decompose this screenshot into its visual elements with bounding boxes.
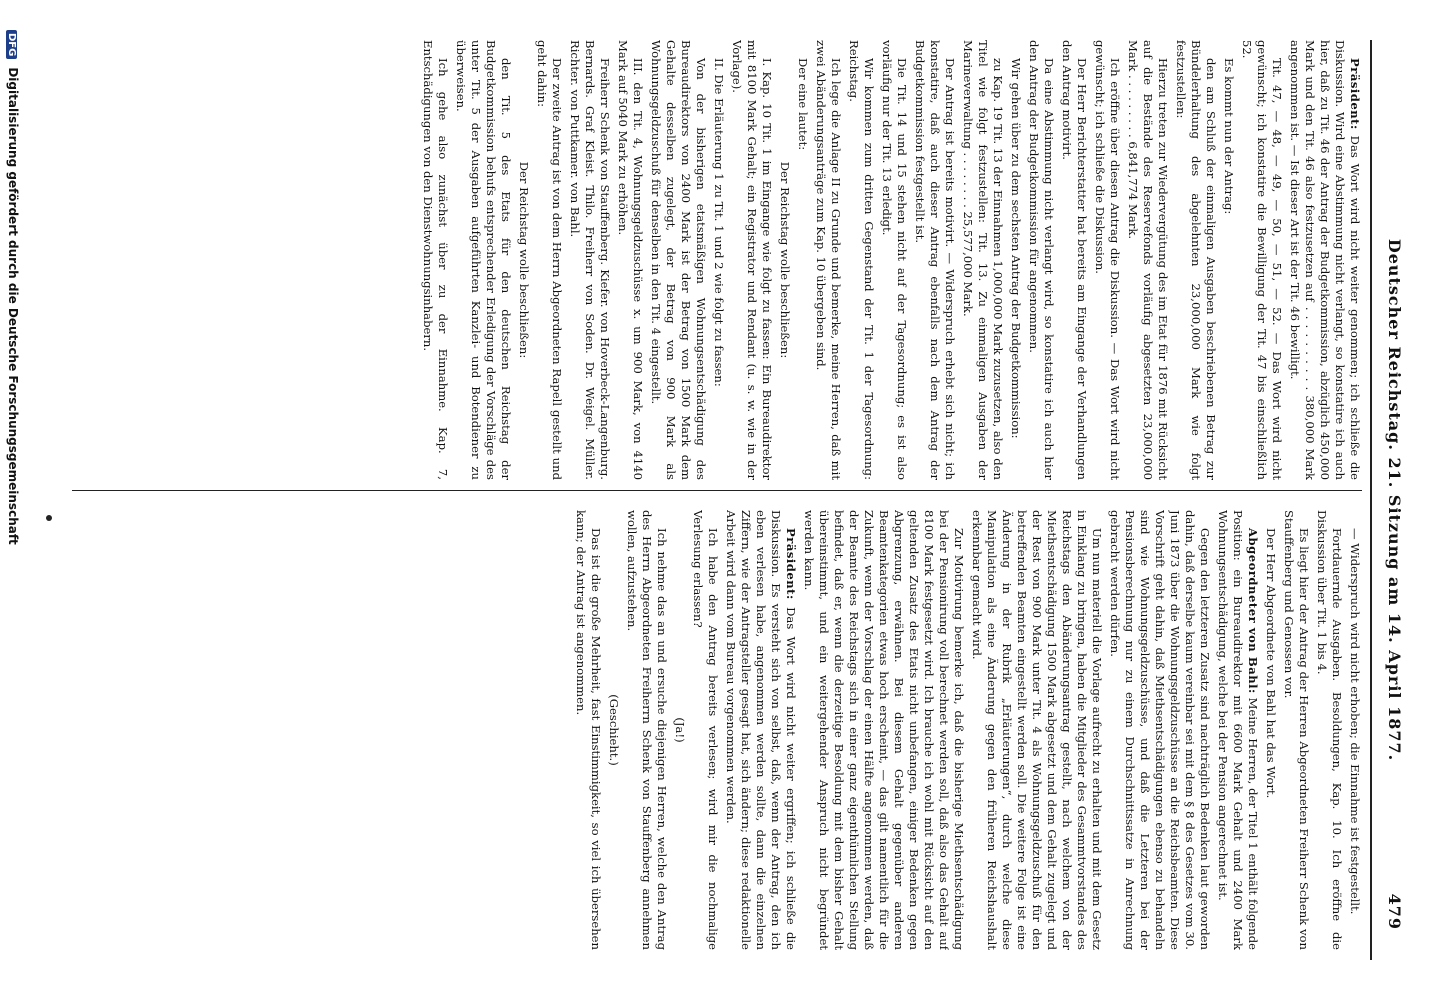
- paragraph-text: Der Herr Berichterstatter hat bereits am Eingange der Verhandlungen den Antrag motivirt.: [1060, 40, 1089, 480]
- paragraph: [624, 510, 669, 950]
- header-rule: [1370, 40, 1372, 960]
- paragraph-text: Das ist die große Mehrheit, fast Einstimmigkeit, so viel ich übersehen kann; der Antrag ist angenommen.: [574, 510, 603, 950]
- paragraph: [969, 510, 1104, 950]
- paragraph: [1125, 40, 1170, 480]
- paragraph: [420, 40, 450, 480]
- paragraph: [1263, 510, 1278, 950]
- paragraph-text: Die Tit. 14 und 15 stehen nicht auf der Tagesordnung; es ist also vorläufig nur der Tit. 13 erledigt.: [880, 40, 909, 480]
- right-text-column: [72, 510, 1362, 950]
- speaker-name: Präsident:: [1348, 58, 1362, 130]
- paragraph-text: zu Kap. 19 Tit. 13 der Einnahmen 1,000,000 Mark zuzusetzen, also den Titel wie folgt festzustellen: Tit. 13. Zu einmaligen Ausgaben der Marineverwaltung . . . . . . . . 25,577,000 Mark.: [961, 40, 1005, 480]
- paragraph: [1173, 40, 1218, 480]
- paragraph-text: Ich lege die Anlage II zu Grunde und bemerke, meine Herren, daß mit zwei Abänderungsanträge zum Kap. 10 übergeben sind.: [814, 40, 843, 480]
- paragraph-text: Von der bisherigen etatsmäßigen Wohnungsentschädigung des Bureaudirektors von 2400 Mark ist der Betrag von 1500 Mark dem Gehalte desselben zugelegt, der Betrag von 900 Mark als Wohnungsgeldzuschuß für denselben in den Tit. 4 eingestellt.: [649, 40, 708, 480]
- paragraph: [1092, 40, 1122, 480]
- paragraph-text: (Geschieht.): [607, 694, 621, 766]
- paragraph-text: Gegen den letzteren Zusatz sind nachträglich Bedenken laut geworden dahin, daß derselbe kaum vereinbar sei mit dem § 8 des Gesetzes vom 30. Juni 1873 über die Wohnungsgeldzuschüsse an die Reichsbeamten. Diese Vorschrift geht dahin, daß Miethsentschädigungen ebenso zu behandeln sind wie Wohnungsgeldzuschüsse, und daß die Letzteren bei der Pensionsberechnung nur zu einem Durchschnittssatze in Anrechnung gebracht werden dürfen.: [1108, 510, 1212, 950]
- paragraph-text: II. Die Erläuterung 1 zu Tit. 1 und 2 wie folgt zu fassen:: [712, 58, 726, 387]
- running-header: [1374, 70, 1404, 930]
- paragraph: [1347, 510, 1362, 950]
- paragraph: [453, 40, 513, 480]
- paragraph: [729, 40, 774, 480]
- paragraph-text: I. Kap. 10 Tit. 1 im Eingange wie folgt zu fassen: Ein Bureaudirektor mit 8100 Mark Gehalt; ein Registrator und Rendant (u. s. w. wie in der Vorlage).: [730, 40, 774, 480]
- paragraph: [1215, 510, 1260, 950]
- paragraph: [573, 510, 603, 950]
- paragraph-text: Ich eröffne über diesen Antrag die Diskussion. — Das Wort wird nicht gewünscht; ich schließe die Diskussion.: [1093, 40, 1122, 480]
- paragraph: [1059, 40, 1089, 480]
- paragraph: [711, 40, 726, 480]
- paragraph-text: Der zweite Antrag ist von dem Herrn Abgeordneten Rapell gestellt und geht dahin:: [535, 40, 564, 480]
- paragraph-text: Ich habe den Antrag bereits verlesen; wird mir die nochmalige Verlesung erlassen?: [691, 510, 720, 950]
- paragraph: [648, 40, 708, 480]
- paragraph: [912, 40, 957, 480]
- paragraph-text: Der eine lautet:: [796, 58, 810, 151]
- paragraph-text: Wir kommen zum dritten Gegenstand der Tit. 1 der Tagesordnung: Reichstag.: [847, 40, 876, 480]
- page-header-title: Deutscher Reichstag. 21. Sitzung am 14. April 1877.: [1385, 238, 1404, 762]
- paragraph-text: (Ja!): [673, 717, 687, 743]
- paragraph: [1314, 510, 1344, 950]
- paragraph: [1287, 40, 1362, 480]
- paragraph-text: — Widerspruch wird nicht erhoben; die Einnahme ist festgestellt.: [1348, 528, 1362, 915]
- paragraph: [690, 510, 720, 950]
- paragraph: [672, 510, 687, 950]
- left-text-column: [72, 40, 1362, 480]
- paragraph-text: Es kommt nun der Antrag:: [1222, 58, 1236, 215]
- paragraph-text: Der Herr Abgeordnete von Bahl hat das Wort.: [1264, 528, 1278, 799]
- paragraph: [567, 40, 612, 480]
- paragraph-text: Fortdauernde Ausgaben. Besoldungen, Kap. 10. Ich eröffne die Diskussion über Tit. 1 bis 4.: [1315, 510, 1344, 950]
- paragraph: [879, 40, 909, 480]
- paragraph-text: Meine Herren, der Titel 1 enthält folgende Position: ein Bureaudirektor mit 6600 Mark Gehalt und 2400 Mark Wohnungsentschädigung, welche bei der Pension angerechnet ist.: [1216, 510, 1260, 950]
- paragraph: [1107, 510, 1212, 950]
- paragraph-text: den am Schluß der einmaligen Ausgaben beschriebenen Betrag zur Bündelerhaltung des abgelehnten 23,000,000 Mark wie folgt festzustellen:: [1174, 40, 1218, 480]
- paragraph-text: Der Antrag ist bereits motivirt. — Widerspruch erhebt sich nicht; ich konstatire, daß auch dieser Antrag ebenfalls nach dem Antrag der Budgetkommission festgestellt ist.: [913, 40, 957, 480]
- paragraph: [801, 510, 966, 950]
- paragraph-text: Das Wort wird nicht weiter genommen; ich schließe die Diskussion. Wird eine Abstimmung nicht verlangt, so konstatire ich auch hier, daß zu Tit. 46 der Antrag der Budgetkommission, abzüglich 450,000 Mark und den Tit. 46 also festzusetzen auf . . . . . . . . . . 380,000 Mark angenommen ist. — Ist dieser Art ist der Tit. 46 bewilligt.: [1288, 40, 1362, 480]
- paragraph: [1026, 40, 1056, 480]
- digitization-credit: [0, 0, 20, 1000]
- paragraph-text: Um nun materiell die Vorlage aufrecht zu erhalten und mit dem Gesetz in Einklang zu bringen, haben die Mitglieder des Gesammtvorstandes des Reichstags den Abänderungsantrag gestellt, nach welchem von der Miethsentschädigung 1500 Mark abgesetzt und dem Gehalt zugelegt und der Rest von 900 Mark unter Tit. 4 als Wohnungsgeldzuschuß für den betreffenden Beamten eingestellt werden soll. Die weitere Folge ist eine Änderung in der Rubrik „Erläuterungen“, durch welche diese Manipulation als eine Änderung gegen den früheren Reichshaushalt erkennbar gemacht wird.: [970, 510, 1104, 950]
- paragraph: [795, 40, 810, 480]
- paragraph: [606, 510, 621, 950]
- credit-text: Digitalisierung gefördert durch die Deutsche Forschungsgemeinschaft: [6, 67, 20, 545]
- paragraph-text: Der Reichstag wolle beschließen:: [778, 161, 792, 359]
- paragraph-text: Ich nehme das an und ersuche diejenigen Herren, welche den Antrag des Herrn Abgeordneten Freiherrn Schenk von Stauffenberg annehmen wollen, aufzustehen.: [625, 510, 669, 950]
- paragraph: [534, 40, 564, 480]
- speaker-name: Abgeordneter von Bahl:: [1246, 528, 1260, 694]
- paragraph: [960, 40, 1005, 480]
- paragraph-text: Der Reichstag wolle beschließen:: [517, 161, 531, 359]
- paragraph-text: III. den Tit. 4, Wohnungsgeldzuschüsse x. um 900 Mark, von 4140 Mark auf 5040 Mark zu erhöhen.: [616, 40, 645, 480]
- paragraph: [516, 40, 531, 480]
- paragraph-text: Tit. 47, — 48, — 49, — 50, — 51, — 52. — Das Wort wird nicht gewünscht; ich konstatire die Bewilligung der Tit. 47 bis einschließlich 52.: [1240, 40, 1284, 480]
- paragraph: [1281, 510, 1311, 950]
- paragraph-text: Wir gehen über zu dem sechsten Antrag der Budgetkommission:: [1009, 58, 1023, 439]
- paragraph-text: den Tit. 5 des Etats für den deutschen Reichstag der Budgetkommission behufs entsprechender Erledigung der Vorschläge des unter Tit. 5 der Ausgaben aufgeführten Kanzlei- und Botendiener zu überweisen.: [454, 40, 513, 480]
- paragraph-text: Hierzu treten zur Wiedervergütung des im Etat für 1876 mit Rücksicht auf die Bestände des Reservefonds vorläufig abgesetzten 23,000,000 Mark . . . . . . . . . 6,841,774 Mark.: [1126, 40, 1170, 480]
- paragraph-text: Ich gehe also zunächst über zu der Einnahme. Kap. 7, Entschädigungen von den Dienstwohnungsinhabern.: [421, 40, 450, 480]
- page-number: 479: [1385, 893, 1404, 930]
- column-divider: [72, 490, 1362, 491]
- paragraph-text: Das Wort wird nicht weiter ergriffen; ich schließe die Diskussion. Es versteht sich von selbst, daß, wenn der Antrag, den ich eben verlesen habe, angenommen werden sollte, dann die einzelnen Ziffern, wie der Antragsteller gesagt hat, sich ändern; diese redaktionelle Arbeit wird dann vom Bureau vorgenommen werden.: [724, 510, 798, 950]
- paragraph: [1008, 40, 1023, 480]
- paragraph-text: Es liegt hier der Antrag der Herren Abgeordneten Freiherr Schenk von Stauffenberg und Genossen vor.: [1282, 510, 1311, 950]
- paragraph-text: Zur Motivirung bemerke ich, daß die bisherige Miethsentschädigung bei der Pensionirung voll berechnet werden soll, daß also das Gehalt auf 8100 Mark festgesetzt wird. Ich brauche ich wohl mit Rücksicht auf den geltenden Zusatz des Etats nicht unbefangen, einiger Bedenken gegen Abgrenzung, erwähnen. Bei diesem Gehalt gegenüber anderen Beamtenkategorien etwas hoch erscheint, — das gilt namentlich für die Zukunft, wenn der Vorschlag der einen Hälfte angenommen werden, daß der Beamte des Reichstags sich in einer ganz eigenthümlichen Stellung befindet, daß er, wenn die derzeitige Besoldung mit dem bisher Gehalt übereinstimmt, und ein weitergehender Anspruch nicht begründet werden kann.: [802, 510, 966, 950]
- paragraph: [1221, 40, 1236, 480]
- dfg-logo: DFG: [6, 30, 17, 59]
- printer-mark: [46, 515, 52, 521]
- paragraph-text: Da eine Abstimmung nicht verlangt wird, so konstatire ich auch hier den Antrag der Budgetkommission für angenommen.: [1027, 40, 1056, 480]
- paragraph: [813, 40, 843, 480]
- paragraph: [777, 40, 792, 480]
- speaker-name: Präsident:: [784, 528, 798, 600]
- paragraph-text: Freiherr Schenk von Stauffenberg. Kiefer. von Hoverbeck-Langenburg. Bernards. Graf Kleist. Thilo. Freiherr von Soden. Dr. Weigel. Müller. Richter. von Puttkamer. von Bahl.: [568, 40, 612, 480]
- paragraph: [723, 510, 798, 950]
- paragraph: [615, 40, 645, 480]
- paragraph: [846, 40, 876, 480]
- paragraph: [1239, 40, 1284, 480]
